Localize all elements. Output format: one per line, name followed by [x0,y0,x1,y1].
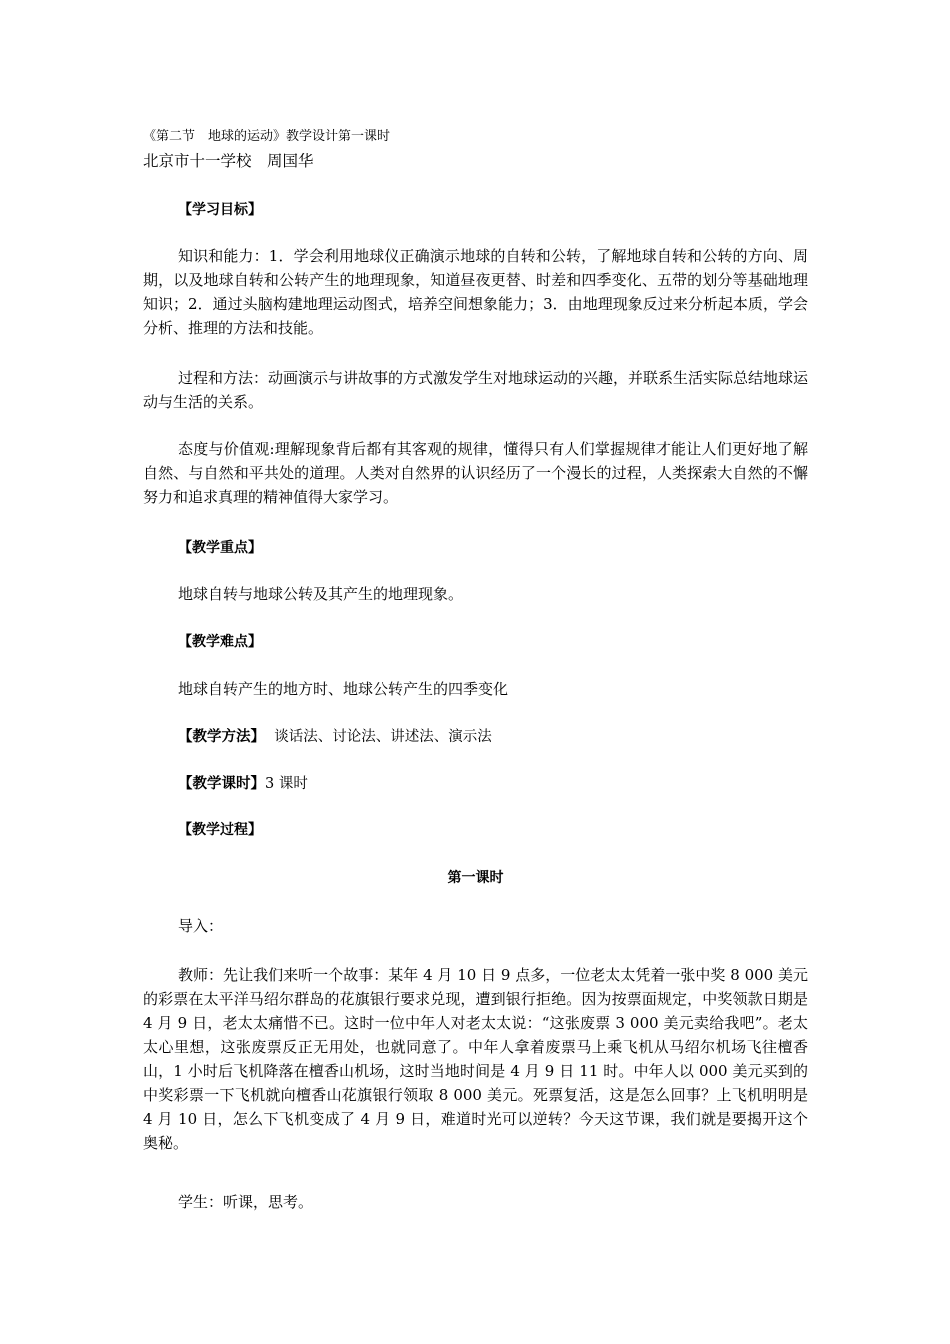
hours-line [178,773,308,795]
hours-label: 【教学课时】 [178,775,265,792]
intro-label: 导入： [178,917,224,935]
methods-spacer [265,729,274,745]
document-author: 北京市十一学校 周国华 [143,152,314,170]
student-text: 学生：听课，思考。 [178,1193,314,1211]
difficulties-heading: 【教学难点】 [178,634,262,650]
teacher-paragraph: 教师：先让我们来听一个故事：某年 4 月 10 日 9 点多，一位老太太凭着一张中奖 8 000 美元的彩票在太平洋马绍尔群岛的花旗银行要求兑现，遭到银行拒绝。因为按票面规定，中奖领款日期是 4 月 9 日，老太太痛惜不已。这时一位中年人对老太太说：“这张废票 3 000 美元卖给我吧”。老太太心里想，这张废票反正无用处，也就同意了。中年人拿着废票马上乘飞机从马绍尔机场飞往檀香山，1 小时后飞机降落在檀香山机场，这时当地时间是 4 月 9 日 11 时。中年人以 000 美元买到的中奖彩票一下飞机就向檀香山花旗银行领取 8 000 美元。死票复活，这是怎么回事？上飞机明明是 4 月 10 日，怎么下飞机变成了 4 月 9 日，难道时光可以逆转？今天这节课，我们就是要揭开这个奥秘。 [143,966,808,1152]
objectives-heading: 【学习目标】 [178,202,262,218]
key-points-heading: 【教学重点】 [178,540,262,556]
methods-value: 谈话法、讨论法、讲述法、演示法 [274,729,492,745]
knowledge-paragraph: 知识和能力：1．学会利用地球仪正确演示地球的自转和公转，了解地球自转和公转的方向、周期，以及地球自转和公转产生的地理现象，知道昼夜更替、时差和四季变化、五带的划分等基础地理知识；2．通过头脑构建地理运动图式，培养空间想象能力；3．由地理现象反过来分析起本质，学会分析、推理的方法和技能。 [143,247,808,337]
document-title: 《第二节 地球的运动》教学设计第一课时 [143,129,391,144]
attitude-paragraph: 态度与价值观:理解现象背后都有其客观的规律，懂得只有人们掌握规律才能让人们更好地了解自然、与自然和平共处的道理。人类对自然界的认识经历了一个漫长的过程，人类探索大自然的不懈努力和追求真理的精神值得大家学习。 [143,440,808,506]
key-points-text: 地球自转与地球公转及其产生的地理现象。 [178,585,464,603]
process-paragraph: 过程和方法：动画演示与讲故事的方式激发学生对地球运动的兴趣，并联系生活实际总结地球运动与生活的关系。 [143,369,809,411]
methods-label: 【教学方法】 [178,728,265,745]
difficulties-text: 地球自转产生的地方时、地球公转产生的四季变化 [178,680,509,698]
procedure-heading: 【教学过程】 [178,822,262,838]
lesson-heading: 第一课时 [447,870,504,886]
methods-line [178,726,492,748]
hours-value: 3 课时 [265,776,308,792]
